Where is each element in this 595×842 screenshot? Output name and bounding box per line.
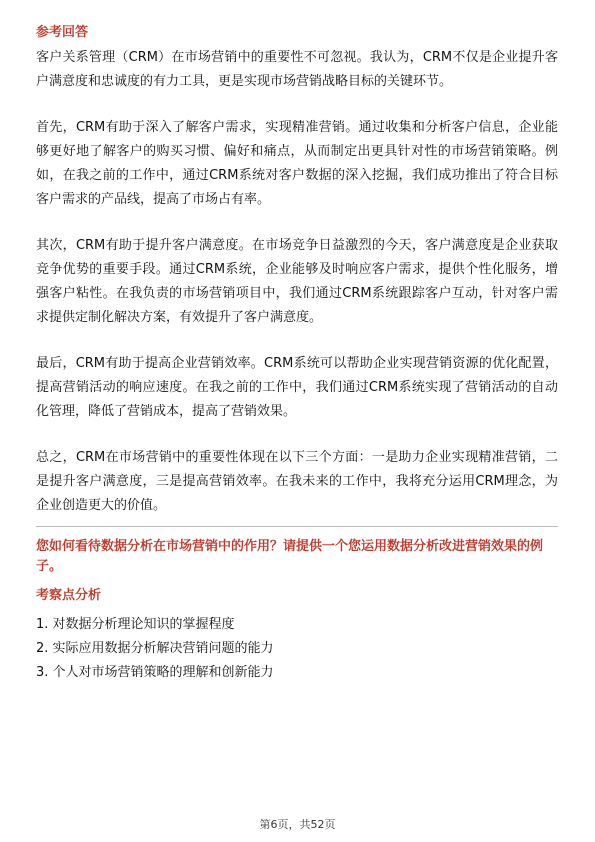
analysis-heading: 考察点分析: [36, 588, 102, 603]
answer-paragraph: 其次，CRM有助于提升客户满意度。在市场竞争日益激烈的今天，客户满意度是企业获取竞争优势的重要手段。通过CRM系统，企业能够及时响应客户需求，提供个性化服务，增强客户粘性。在我负责的市场营销项目中，我们通过CRM系统跟踪客户互动，针对客户需求提供定制化解决方案，有效提升了客户满意度。: [36, 238, 558, 325]
answer-paragraph: 最后，CRM有助于提高企业营销效率。CRM系统可以帮助企业实现营销资源的优化配置，提高营销活动的响应速度。在我之前的工作中，我们通过CRM系统实现了营销活动的自动化管理，降低了营销成本，提高了营销效果。: [36, 356, 558, 419]
section-divider: [36, 526, 558, 527]
answer-paragraph: 客户关系管理（CRM）在市场营销中的重要性不可忽视。我认为，CRM不仅是企业提升客户满意度和忠诚度的有力工具，更是实现市场营销战略目标的关键环节。: [36, 50, 558, 89]
document-page: [36, 24, 558, 685]
reference-answer-heading: 参考回答: [36, 25, 89, 40]
page-number: 第6页，共52页: [259, 818, 336, 831]
answer-paragraph: 总之，CRM在市场营销中的重要性体现在以下三个方面：一是助力企业实现精准营销，二是提升客户满意度，三是提高营销效率。在我未来的工作中，我将充分运用CRM理念，为企业创造更大的价值。: [36, 450, 558, 513]
analysis-points-list: [36, 613, 558, 685]
list-item: 3. 个人对市场营销策略的理解和创新能力: [36, 665, 274, 680]
answer-paragraph: 首先，CRM有助于深入了解客户需求，实现精准营销。通过收集和分析客户信息，企业能够更好地了解客户的购买习惯、偏好和痛点，从而制定出更具针对性的市场营销策略。例如，在我之前的工作中，通过CRM系统对客户数据的深入挖掘，我们成功推出了符合目标客户需求的产品线，提高了市场占有率。: [36, 120, 558, 207]
list-item: 2. 实际应用数据分析解决营销问题的能力: [36, 641, 274, 656]
list-item: 1. 对数据分析理论知识的掌握程度: [36, 617, 235, 632]
interview-question: 您如何看待数据分析在市场营销中的作用？请提供一个您运用数据分析改进营销效果的例子。: [36, 539, 544, 574]
